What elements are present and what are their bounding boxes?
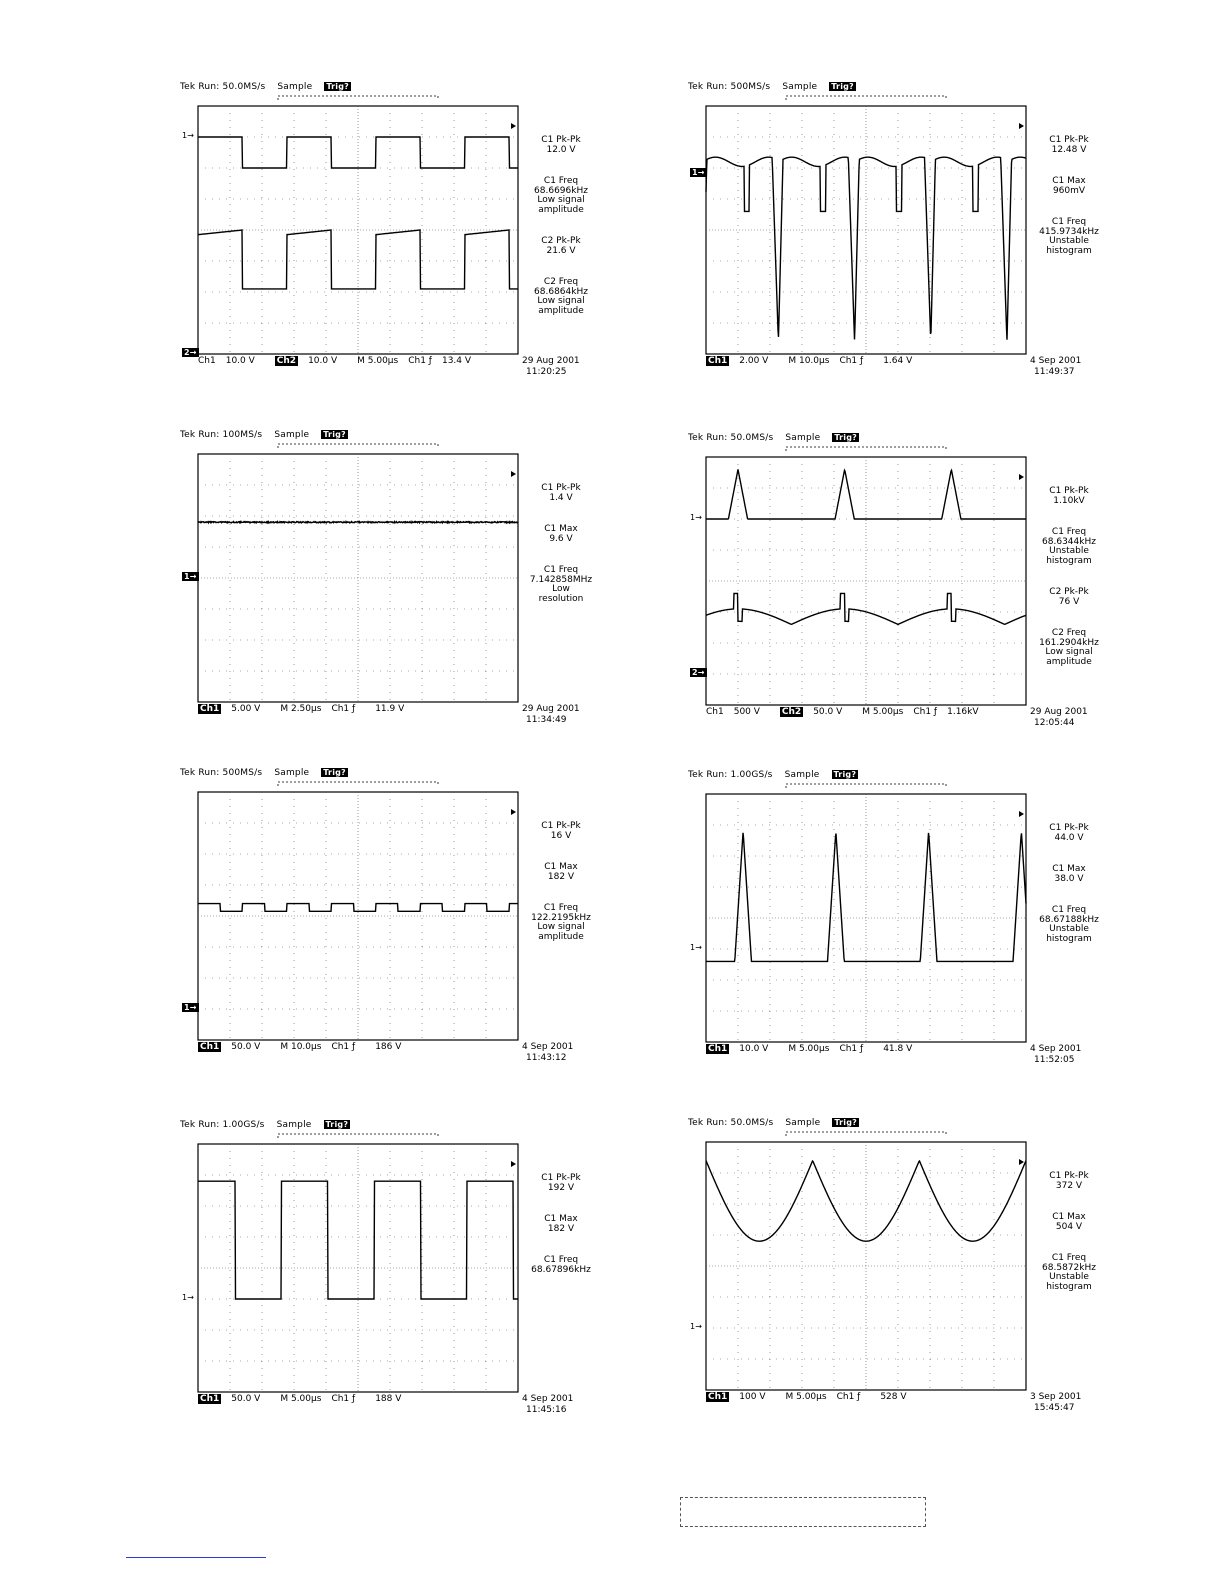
- footer-setting: Ch1 ƒ: [836, 1392, 861, 1402]
- footer-setting: 500 V: [733, 707, 760, 717]
- footer-setting: Ch1 ƒ: [408, 356, 432, 366]
- scope-5: [180, 768, 610, 1068]
- footer-setting: 50.0 V: [231, 1042, 261, 1052]
- sample-rate-label: Tek Run: 500MS/s: [688, 82, 771, 92]
- scope-settings-footer: [706, 1392, 917, 1402]
- scope-1: [180, 82, 610, 382]
- measurement-value: Low signal: [537, 296, 585, 306]
- sample-rate-label: Tek Run: 50.0MS/s: [180, 82, 266, 92]
- measurement-value: 7.142858MHz: [529, 574, 593, 585]
- channel-1-ground-marker: 1→: [184, 1003, 197, 1012]
- acquisition-mode-label: Sample: [277, 82, 313, 92]
- footer-setting: Ch1 ƒ: [839, 356, 864, 366]
- footer-setting: 50.0 V: [231, 1394, 261, 1404]
- trigger-status-badge: Trig?: [323, 430, 346, 439]
- scope-settings-footer: [198, 1042, 411, 1052]
- measurement-value: 9.6 V: [549, 533, 573, 544]
- footer-setting: Ch2: [276, 356, 297, 366]
- measurement-value: 960mV: [1052, 185, 1086, 196]
- footer-link-line: [126, 1557, 266, 1558]
- sample-rate-label: Tek Run: 1.00GS/s: [688, 770, 773, 780]
- footer-setting: 5.00 V: [231, 704, 261, 714]
- measurement-readout: [520, 177, 602, 215]
- measurement-value: Low: [552, 584, 570, 594]
- capture-timestamp: [1030, 1044, 1081, 1066]
- measurement-readout: [1028, 824, 1110, 843]
- measurement-name: C1 Freq: [543, 903, 579, 913]
- channel-1-ground-marker: 1→: [690, 513, 703, 522]
- measurement-readout: [520, 136, 602, 155]
- record-window-bracket: [786, 96, 946, 100]
- measurement-readout: [520, 237, 602, 256]
- measurement-readout: [520, 863, 602, 882]
- footer-setting: 2.00 V: [739, 356, 769, 366]
- capture-time: 12:05:44: [1034, 718, 1075, 728]
- measurement-value: 504 V: [1055, 1221, 1083, 1232]
- measurement-name: C1 Max: [544, 862, 578, 872]
- footer-setting: Ch1: [708, 356, 728, 366]
- footer-setting: M 5.00µs: [788, 1044, 830, 1054]
- measurement-readout: [520, 1174, 602, 1193]
- scope-settings-footer: [706, 356, 922, 366]
- measurement-name: C2 Pk-Pk: [1049, 587, 1089, 597]
- record-window-bracket: [278, 1134, 438, 1138]
- measurement-readout: [1028, 1254, 1110, 1292]
- measurement-value: histogram: [1046, 555, 1092, 566]
- capture-time: 11:43:12: [526, 1053, 567, 1063]
- measurement-readout: [1028, 1172, 1110, 1191]
- trigger-level-arrow: [1019, 811, 1024, 817]
- scope-4: [688, 433, 1118, 733]
- footer-setting: M 2.50µs: [280, 704, 322, 714]
- measurement-name: C1 Freq: [1051, 905, 1087, 915]
- trigger-level-arrow: [511, 1161, 516, 1167]
- trigger-level-arrow: [511, 809, 516, 815]
- measurement-name: C1 Max: [1052, 864, 1086, 874]
- footer-setting: 100 V: [739, 1392, 766, 1402]
- measurement-name: C1 Freq: [543, 176, 579, 186]
- footer-setting: M 10.0µs: [788, 356, 830, 366]
- measurement-readout: [520, 566, 602, 604]
- scope-settings-footer: [198, 1394, 411, 1404]
- measurement-name: C1 Pk-Pk: [1049, 1171, 1089, 1181]
- footer-setting: 10.0 V: [739, 1044, 769, 1054]
- footer-setting: 186 V: [375, 1042, 402, 1052]
- capture-date: 4 Sep 2001: [522, 1042, 574, 1052]
- measurement-value: histogram: [1046, 1281, 1092, 1292]
- footer-setting: 50.0 V: [813, 707, 843, 717]
- measurement-name: C1 Pk-Pk: [541, 483, 581, 493]
- measurement-value: 415.9734kHz: [1039, 226, 1099, 237]
- acquisition-mode-label: Sample: [785, 433, 821, 443]
- acquisition-mode-label: Sample: [276, 1120, 312, 1130]
- footer-setting: M 5.00µs: [785, 1392, 827, 1402]
- trigger-status-badge: Trig?: [831, 82, 854, 91]
- channel-1-ground-marker: 1→: [692, 168, 705, 178]
- measurement-readout: [1028, 906, 1110, 944]
- measurement-readout: [1028, 487, 1110, 506]
- record-window-bracket: [786, 447, 946, 451]
- measurement-readout: [1028, 218, 1110, 256]
- measurement-name: C1 Max: [544, 1214, 578, 1224]
- footer-setting: Ch2: [781, 707, 802, 717]
- sample-rate-label: Tek Run: 500MS/s: [180, 768, 263, 778]
- footer-setting: Ch1: [200, 1042, 220, 1052]
- measurement-name: C1 Pk-Pk: [541, 135, 581, 145]
- measurement-readout: [520, 1215, 602, 1234]
- trigger-status-badge: Trig?: [833, 770, 857, 779]
- footer-setting: Ch1: [198, 356, 216, 366]
- footer-setting: 41.8 V: [883, 1044, 913, 1054]
- measurement-name: C1 Freq: [1051, 1253, 1087, 1263]
- footer-setting: 13.4 V: [441, 356, 472, 366]
- measurement-readout: [1028, 136, 1110, 155]
- record-window-bracket: [786, 1132, 946, 1136]
- channel-1-ground-marker: 1→: [690, 1322, 703, 1331]
- measurement-name: C1 Max: [544, 524, 578, 534]
- footer-setting: Ch1: [708, 1392, 728, 1402]
- footer-setting: Ch1: [200, 1394, 220, 1404]
- page-number-box: [680, 1497, 926, 1527]
- capture-time: 11:52:05: [1034, 1055, 1075, 1065]
- capture-time: 11:49:37: [1034, 367, 1075, 377]
- channel-2-ground-marker: 2→: [184, 348, 197, 357]
- measurement-name: C1 Pk-Pk: [1049, 486, 1089, 496]
- capture-timestamp: [522, 356, 580, 378]
- scope-7: [180, 1120, 610, 1420]
- trigger-level-arrow: [511, 123, 516, 129]
- footer-setting: Ch1 ƒ: [331, 1394, 356, 1404]
- measurement-value: 372 V: [1055, 1180, 1083, 1191]
- trigger-status-badge: Trig?: [326, 82, 349, 91]
- channel-1-ground-marker: 1→: [690, 943, 703, 952]
- trigger-level-arrow: [511, 471, 516, 477]
- measurement-value: 1.10kV: [1053, 495, 1085, 506]
- footer-setting: Ch1: [200, 704, 220, 714]
- capture-timestamp: [522, 704, 580, 726]
- measurement-value: 68.6696kHz: [534, 185, 588, 196]
- measurement-readout: [1028, 865, 1110, 884]
- capture-timestamp: [522, 1394, 573, 1416]
- measurement-name: C1 Max: [1052, 176, 1086, 186]
- capture-date: 4 Sep 2001: [522, 1394, 574, 1404]
- measurement-value: Low signal: [537, 922, 585, 932]
- capture-date: 4 Sep 2001: [1030, 1044, 1082, 1054]
- measurement-value: 38.0 V: [1054, 873, 1084, 884]
- measurement-value: 16 V: [550, 830, 572, 841]
- capture-time: 11:34:49: [526, 715, 567, 725]
- capture-time: 15:45:47: [1034, 1403, 1075, 1413]
- measurement-name: C1 Pk-Pk: [1049, 135, 1089, 145]
- sample-rate-label: Tek Run: 50.0MS/s: [688, 433, 774, 443]
- sample-rate-label: Tek Run: 1.00GS/s: [180, 1120, 265, 1130]
- footer-setting: M 5.00µs: [862, 707, 904, 717]
- measurement-value: 192 V: [547, 1182, 575, 1193]
- scope-settings-footer: [706, 707, 989, 717]
- record-window-bracket: [278, 782, 438, 786]
- measurement-value: Unstable: [1049, 546, 1089, 556]
- scope-2: [688, 82, 1118, 382]
- measurement-value: Low signal: [537, 195, 585, 205]
- acquisition-mode-label: Sample: [785, 1118, 821, 1128]
- trigger-level-arrow: [1019, 123, 1024, 129]
- acquisition-mode-label: Sample: [274, 768, 310, 778]
- capture-time: 11:45:16: [526, 1405, 567, 1415]
- scope-display: [180, 82, 610, 382]
- measurement-name: C1 Max: [1052, 1212, 1086, 1222]
- channel-1-ground-marker: 1→: [182, 1293, 195, 1302]
- capture-date: 29 Aug 2001: [522, 704, 580, 714]
- measurement-name: C2 Freq: [543, 277, 579, 287]
- measurement-value: amplitude: [1046, 656, 1092, 667]
- measurement-value: 68.67896kHz: [531, 1264, 591, 1275]
- measurement-value: 161.2904kHz: [1039, 637, 1099, 648]
- measurement-value: 12.48 V: [1051, 144, 1087, 155]
- sample-rate-label: Tek Run: 50.0MS/s: [688, 1118, 774, 1128]
- measurement-name: C1 Pk-Pk: [1049, 823, 1089, 833]
- footer-setting: Ch1 ƒ: [331, 1042, 356, 1052]
- trigger-level-arrow: [1019, 474, 1024, 480]
- measurement-readout: [520, 904, 602, 942]
- scope-3: [180, 430, 610, 730]
- capture-date: 3 Sep 2001: [1030, 1392, 1082, 1402]
- scope-settings-footer: [198, 356, 481, 366]
- measurement-value: histogram: [1046, 933, 1092, 944]
- record-window-bracket: [278, 444, 438, 448]
- footer-setting: 10.0 V: [225, 356, 255, 366]
- measurement-readout: [520, 822, 602, 841]
- channel-2-ground-marker: 2→: [692, 668, 705, 677]
- scope-8: [688, 1118, 1118, 1418]
- measurement-value: 68.6864kHz: [534, 286, 588, 297]
- measurement-value: amplitude: [538, 305, 584, 316]
- measurement-name: C1 Freq: [1051, 527, 1087, 537]
- measurement-value: Unstable: [1049, 924, 1089, 934]
- waveform-trace-1: [198, 522, 518, 523]
- footer-setting: Ch1 ƒ: [331, 704, 356, 714]
- measurement-value: Unstable: [1049, 236, 1089, 246]
- measurement-name: C1 Freq: [543, 565, 579, 575]
- measurement-readout: [1028, 1213, 1110, 1232]
- measurement-readout: [520, 484, 602, 503]
- record-window-bracket: [786, 784, 946, 788]
- capture-timestamp: [522, 1042, 573, 1064]
- capture-timestamp: [1030, 1392, 1081, 1414]
- scope-display: [688, 433, 1118, 733]
- footer-setting: 1.64 V: [883, 356, 913, 366]
- measurement-name: C1 Pk-Pk: [541, 1173, 581, 1183]
- trigger-level-arrow: [1019, 1159, 1024, 1165]
- measurement-value: 182 V: [547, 1223, 575, 1234]
- measurement-readout: [520, 1256, 602, 1275]
- acquisition-mode-label: Sample: [782, 82, 818, 92]
- channel-1-ground-marker: 1→: [182, 131, 195, 140]
- capture-date: 4 Sep 2001: [1030, 356, 1082, 366]
- footer-setting: Ch1: [708, 1044, 728, 1054]
- capture-date: 29 Aug 2001: [522, 356, 580, 366]
- measurement-value: amplitude: [538, 931, 584, 942]
- measurement-value: 68.6344kHz: [1042, 536, 1096, 547]
- footer-setting: M 5.00µs: [357, 356, 399, 366]
- scope-settings-footer: [706, 1044, 922, 1054]
- measurement-value: Unstable: [1049, 1272, 1089, 1282]
- footer-setting: 11.9 V: [375, 704, 405, 714]
- measurement-readout: [1028, 629, 1110, 667]
- footer-setting: Ch1 ƒ: [839, 1044, 864, 1054]
- measurement-value: 68.67188kHz: [1039, 914, 1099, 925]
- trigger-status-badge: Trig?: [834, 433, 857, 442]
- trigger-status-badge: Trig?: [323, 768, 346, 777]
- footer-setting: M 10.0µs: [280, 1042, 322, 1052]
- measurement-readout: [520, 525, 602, 544]
- measurement-readout: [1028, 528, 1110, 566]
- acquisition-mode-label: Sample: [784, 770, 820, 780]
- measurement-value: histogram: [1046, 245, 1092, 256]
- measurement-name: C1 Freq: [1051, 217, 1087, 227]
- measurement-value: 21.6 V: [546, 245, 576, 256]
- measurement-value: Low signal: [1045, 647, 1093, 657]
- measurement-value: amplitude: [538, 204, 584, 215]
- record-window-bracket: [278, 96, 438, 100]
- trigger-status-badge: Trig?: [834, 1118, 857, 1127]
- capture-timestamp: [1030, 356, 1081, 378]
- measurement-readout: [1028, 588, 1110, 607]
- waveform-trace-1: [198, 904, 518, 912]
- measurement-name: C2 Freq: [1051, 628, 1087, 638]
- footer-setting: M 5.00µs: [280, 1394, 322, 1404]
- measurement-name: C2 Pk-Pk: [541, 236, 581, 246]
- footer-setting: 188 V: [375, 1394, 402, 1404]
- measurement-value: 44.0 V: [1054, 832, 1084, 843]
- measurement-readout: [1028, 177, 1110, 196]
- measurement-name: C1 Freq: [543, 1255, 579, 1265]
- footer-setting: 1.16kV: [947, 707, 979, 717]
- capture-date: 29 Aug 2001: [1030, 707, 1088, 717]
- measurement-value: 76 V: [1058, 596, 1080, 607]
- footer-setting: Ch1 ƒ: [913, 707, 938, 717]
- measurement-value: resolution: [538, 593, 584, 604]
- sample-rate-label: Tek Run: 100MS/s: [180, 430, 263, 440]
- footer-setting: 528 V: [880, 1392, 907, 1402]
- trigger-status-badge: Trig?: [325, 1120, 349, 1129]
- scope-6: [688, 770, 1118, 1070]
- measurement-name: C1 Pk-Pk: [541, 821, 581, 831]
- channel-1-ground-marker: 1→: [184, 572, 197, 581]
- footer-setting: Ch1: [706, 707, 724, 717]
- waveform-trace-1: [706, 833, 1026, 962]
- measurement-value: 182 V: [547, 871, 575, 882]
- capture-time: 11:20:25: [526, 367, 567, 377]
- measurement-value: 122.2195kHz: [531, 912, 591, 923]
- measurement-readout: [520, 278, 602, 316]
- capture-timestamp: [1030, 707, 1088, 729]
- measurement-value: 1.4 V: [549, 492, 573, 503]
- measurement-value: 12.0 V: [546, 144, 576, 155]
- acquisition-mode-label: Sample: [274, 430, 310, 440]
- scope-settings-footer: [198, 704, 414, 714]
- measurement-value: 68.5872kHz: [1042, 1262, 1096, 1273]
- footer-setting: 10.0 V: [308, 356, 338, 366]
